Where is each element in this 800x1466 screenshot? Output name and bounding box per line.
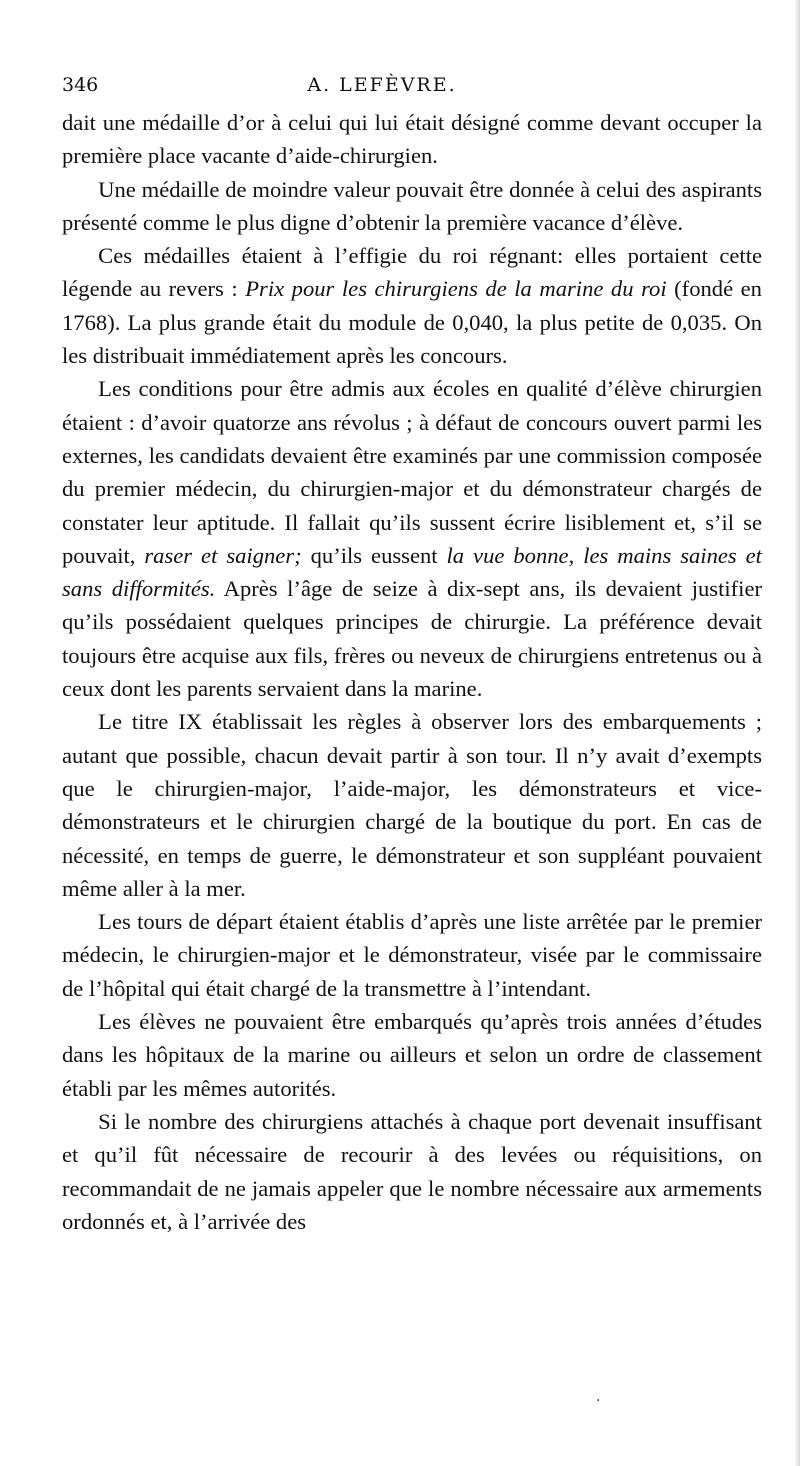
- paragraph: [62, 1005, 762, 1105]
- text-segment: Une médaille de moindre valeur pouvait être donnée à celui des aspirants présenté comme le plus digne d’obtenir la première vacance d’élève.: [62, 176, 762, 235]
- italic-text: Prix pour les chirurgiens de la marine du roi: [245, 276, 667, 302]
- text-segment: (fondé en 1768). La plus grande était du module de 0,040, la plus petite de 0,035. On les distribuait immédiatement après les concours.: [62, 276, 762, 369]
- body-text: [62, 106, 762, 1238]
- footer-mark: ·: [596, 1393, 601, 1409]
- italic-text: la vue bonne, les mains saines et sans difformités.: [62, 542, 762, 602]
- paragraph: [62, 372, 762, 705]
- paragraph: [62, 705, 762, 905]
- text-segment: Après l’âge de seize à dix-sept ans, ils devaient justifier qu’ils possédaient quelques principes de chirurgie. La préférence devait toujours être acquise aux fils, frères ou neveux de chirurgiens entretenus ou à ceux dont les parents servaient dans la marine.: [62, 576, 762, 702]
- text-segment: qu’ils eussent: [301, 542, 447, 568]
- paragraph: [62, 1105, 762, 1238]
- paragraph: [62, 106, 762, 173]
- text-segment: Le titre IX établissait les règles à observer lors des embarquements ; autant que possible, chacun devait partir à son tour. Il n’y avait d’exempts que le chirurgien-major, l’aide-major, les démonstrateurs et vice-démonstrateurs et le chirurgien chargé de la boutique du port. En cas de nécessité, en temps de guerre, le démonstrateur et son suppléant pouvaient même aller à la mer.: [62, 709, 762, 901]
- text-segment: Les tours de départ étaient établis d’après une liste arrêtée par le premier médecin, le chirurgien-major et le démonstrateur, visée par le commissaire de l’hôpital qui était chargé de la transmettre à l’intendant.: [62, 909, 762, 1001]
- text-segment: Ces médailles étaient à l’effigie du roi régnant: elles portaient cette légende au revers :: [62, 243, 762, 302]
- paragraph: [62, 173, 762, 240]
- paragraph: [62, 239, 762, 372]
- italic-text: raser et saigner;: [144, 542, 302, 568]
- paragraph: [62, 905, 762, 1005]
- page-number: 346: [62, 74, 99, 96]
- text-segment: Les élèves ne pouvaient être embarqués qu’après trois années d’études dans les hôpitaux de la marine ou ailleurs et selon un ordre de classement établi par les mêmes autorités.: [62, 1009, 762, 1101]
- text-segment: Si le nombre des chirurgiens attachés à chaque port devenait insuffisant et qu’il fût nécessaire de recourir à des levées ou réquisitions, on recommandait de ne jamais appeler que le nombre nécessaire aux armements ordonnés et, à l’arrivée des: [62, 1108, 762, 1234]
- page-header: [62, 74, 762, 104]
- text-segment: dait une médaille d’or à celui qui lui était désigné comme devant occuper la première place vacante d’aide-chirurgien.: [62, 110, 762, 169]
- page-binding-edge: [794, 0, 800, 1466]
- text-segment: Les conditions pour être admis aux écoles en qualité d’élève chirurgien étaient : d’avoir quatorze ans révolus ; à défaut de concours ouvert parmi les externes, les candidats devaient être examinés par une commission composée du premier médecin, du chirurgien-major et du démonstrateur chargés de constater leur aptitude. Il fallait qu’ils sussent écrire lisiblement et, s’il se pouvait,: [62, 376, 762, 568]
- running-head: A. LEFÈVRE.: [307, 74, 457, 96]
